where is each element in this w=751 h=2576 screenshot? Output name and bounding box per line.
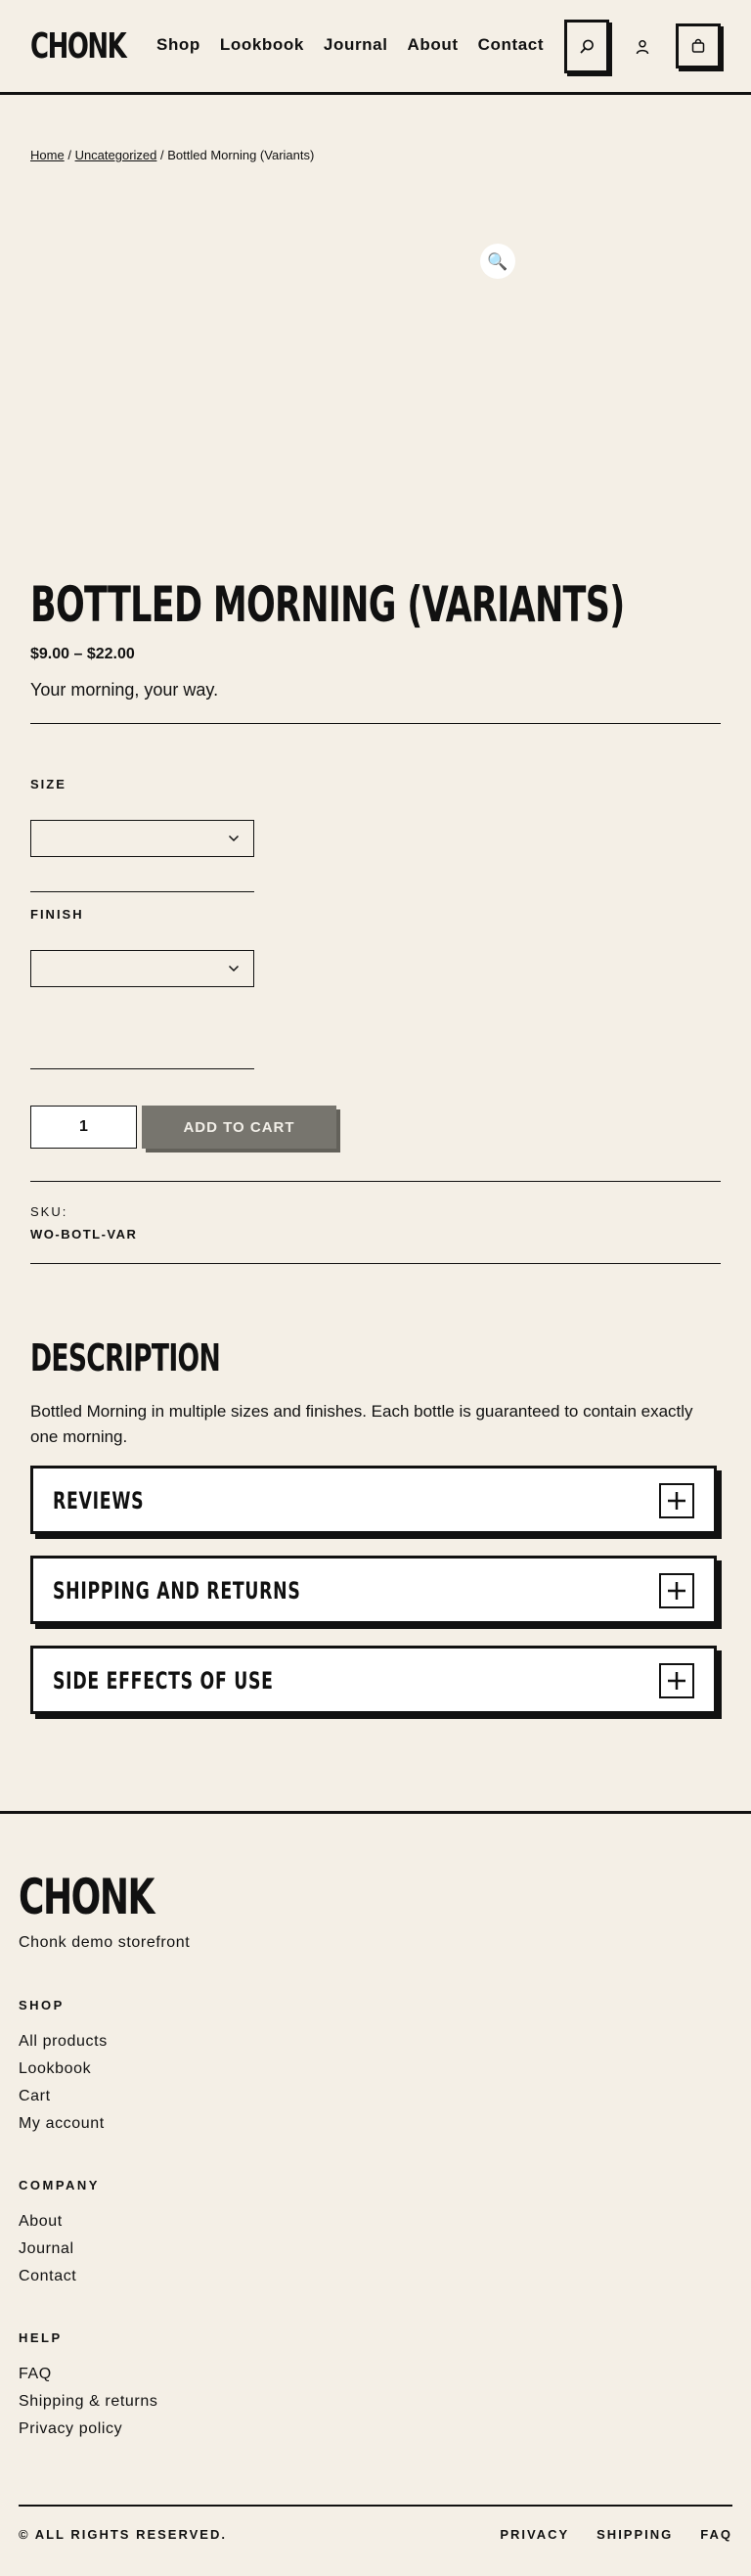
footer-link-privacy[interactable]: PRIVACY [500, 2527, 570, 2542]
chevron-down-icon [228, 832, 240, 845]
footer-logo[interactable]: CHONK [19, 1869, 154, 1925]
footer-link[interactable]: All products [19, 2033, 108, 2050]
breadcrumb-current: Bottled Morning (Variants) [167, 148, 315, 162]
breadcrumb-category[interactable]: Uncategorized [74, 148, 157, 162]
footer-divider [0, 1811, 751, 1814]
breadcrumb-separator: / [67, 148, 71, 162]
search-button[interactable] [564, 20, 609, 73]
product-title: BOTTLED MORNING (VARIANTS) [30, 576, 625, 633]
finish-label: FINISH [30, 907, 84, 922]
footer-link[interactable]: My account [19, 2115, 105, 2132]
nav-contact[interactable]: Contact [477, 35, 545, 54]
footer-link[interactable]: About [19, 2213, 63, 2230]
divider [30, 1263, 721, 1264]
nav-about[interactable]: About [407, 35, 459, 54]
size-label: SIZE [30, 777, 66, 791]
divider [30, 1181, 721, 1182]
nav-journal[interactable]: Journal [323, 35, 388, 54]
footer-heading-company: COMPANY [19, 2178, 100, 2192]
sku-value: WO-BOTL-VAR [30, 1227, 138, 1242]
footer-heading-shop: SHOP [19, 1998, 65, 2012]
plus-icon [659, 1483, 694, 1518]
accordion-title: REVIEWS [53, 1487, 145, 1514]
accordion-title: SHIPPING AND RETURNS [53, 1577, 301, 1604]
shopping-bag-icon [690, 38, 706, 54]
footer-link[interactable]: Journal [19, 2240, 74, 2257]
accordion-shipping-returns[interactable] [30, 1556, 717, 1624]
footer-link[interactable]: Cart [19, 2088, 51, 2104]
cart-button[interactable] [676, 23, 721, 68]
account-button[interactable] [631, 34, 654, 60]
breadcrumb-home[interactable]: Home [30, 148, 65, 162]
accordion-side-effects[interactable] [30, 1646, 717, 1714]
divider [30, 1068, 254, 1069]
main-nav [156, 35, 544, 55]
user-icon [635, 39, 650, 55]
footer-link-shipping[interactable]: SHIPPING [596, 2527, 674, 2542]
divider [30, 723, 721, 724]
site-header [0, 0, 751, 95]
description-text: Bottled Morning in multiple sizes and finishes. Each bottle is guaranteed to contain exactly one morning. [30, 1402, 693, 1446]
finish-select[interactable] [30, 950, 254, 987]
footer-link[interactable]: FAQ [19, 2366, 52, 2382]
product-short-description: Your morning, your way. [30, 680, 219, 700]
footer-links-help [19, 2361, 157, 2443]
copyright: © ALL RIGHTS RESERVED. [19, 2527, 227, 2542]
footer-tagline: Chonk demo storefront [19, 1934, 191, 1951]
divider [30, 891, 254, 892]
plus-icon [659, 1573, 694, 1608]
nav-shop[interactable]: Shop [156, 35, 200, 54]
quantity-input[interactable]: 1 [30, 1106, 137, 1149]
footer-bottom-divider [19, 2505, 732, 2507]
breadcrumb-separator: / [160, 148, 164, 162]
image-zoom-button[interactable] [480, 244, 515, 279]
product-price: $9.00 – $22.00 [30, 646, 135, 662]
size-select[interactable] [30, 820, 254, 857]
accordion-title: SIDE EFFECTS OF USE [53, 1667, 274, 1695]
footer-links-company [19, 2208, 76, 2290]
add-to-cart-button[interactable]: ADD TO CART [142, 1106, 336, 1149]
footer-legal-links [500, 2527, 732, 2542]
search-icon [578, 38, 596, 56]
footer-link-faq[interactable]: FAQ [700, 2527, 732, 2542]
accordion-reviews[interactable] [30, 1466, 717, 1534]
sku-label: SKU: [30, 1204, 68, 1219]
footer-link[interactable]: Privacy policy [19, 2420, 123, 2437]
magnifier-icon: 🔍 [487, 251, 508, 271]
footer-link[interactable]: Shipping & returns [19, 2393, 158, 2410]
footer-link[interactable]: Lookbook [19, 2060, 92, 2077]
plus-icon [659, 1663, 694, 1698]
breadcrumb [30, 148, 314, 162]
site-logo[interactable]: CHONK [30, 26, 126, 67]
description-heading: DESCRIPTION [30, 1336, 221, 1379]
nav-lookbook[interactable]: Lookbook [219, 35, 304, 54]
chevron-down-icon [228, 962, 240, 975]
footer-link[interactable]: Contact [19, 2268, 77, 2284]
footer-heading-help: HELP [19, 2330, 63, 2345]
footer-links-shop [19, 2028, 108, 2138]
